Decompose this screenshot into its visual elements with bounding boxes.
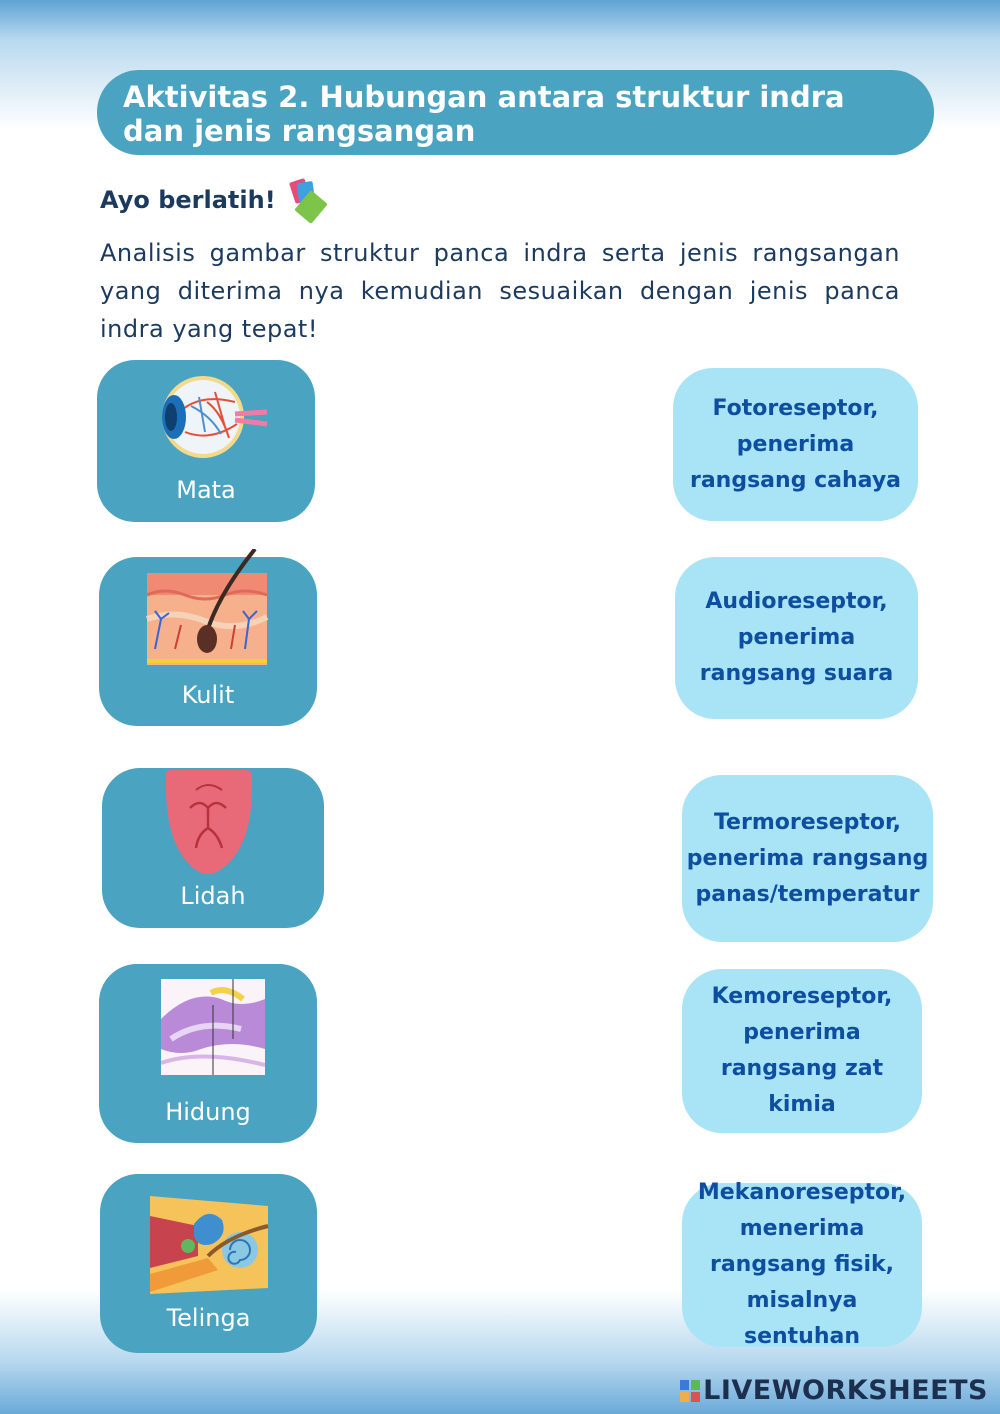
tongue-icon <box>160 768 258 876</box>
sense-label: Hidung <box>165 1098 251 1126</box>
eye-icon <box>155 372 273 462</box>
receptor-line: Audioreseptor, <box>705 589 888 614</box>
receptor-card-foto[interactable] <box>673 368 918 521</box>
sense-label: Kulit <box>181 681 235 709</box>
receptor-line: penerima <box>737 625 856 650</box>
receptor-line: penerima <box>743 1020 861 1045</box>
sense-card-mata[interactable] <box>97 360 315 522</box>
subheading: Ayo berlatih! <box>100 186 276 214</box>
ear-icon <box>148 1196 270 1294</box>
receptor-line: penerima rangsang <box>686 845 929 871</box>
sense-card-kulit[interactable] <box>99 557 317 726</box>
liveworksheets-logo <box>680 1375 988 1406</box>
receptor-line: penerima <box>736 431 855 457</box>
brand-name: LIVEWORKSHEETS <box>703 1375 988 1406</box>
receptor-card-kemo[interactable] <box>682 969 922 1133</box>
receptor-line: rangsang fisik, <box>709 1252 895 1277</box>
sense-label: Telinga <box>166 1304 251 1332</box>
receptor-line: menerima <box>739 1216 865 1241</box>
receptor-card-termo[interactable] <box>682 775 933 942</box>
receptor-card-mekano[interactable] <box>682 1180 922 1349</box>
receptor-line: Mekanoreseptor, <box>697 1180 907 1205</box>
instructions-text: Analisis gambar struktur panca indra serta jenis rangsangan yang diterima nya kemudian sesuaikan dengan jenis panca indra yang tepat! <box>100 239 900 343</box>
receptor-line: misalnya sentuhan <box>743 1288 861 1349</box>
receptor-card-audio[interactable] <box>675 557 918 719</box>
receptor-line: rangsang cahaya <box>689 467 902 493</box>
skin-icon <box>145 549 269 675</box>
sense-card-lidah[interactable] <box>102 768 324 928</box>
sense-card-telinga[interactable] <box>100 1174 317 1353</box>
activity-title: Aktivitas 2. Hubungan antara struktur indra dan jenis rangsangan <box>97 70 934 155</box>
sense-label: Lidah <box>180 882 246 910</box>
sense-label: Mata <box>176 476 236 504</box>
nose-icon <box>161 979 265 1075</box>
receptor-line: rangsang suara <box>699 661 894 686</box>
receptor-line: Termoreseptor, <box>713 809 902 835</box>
liveworksheets-logo-icon <box>680 1380 700 1402</box>
cards-icon <box>286 176 330 228</box>
receptor-line: Fotoreseptor, <box>712 395 879 421</box>
receptor-line: rangsang zat kimia <box>720 1056 884 1117</box>
receptor-line: Kemoreseptor, <box>711 984 893 1009</box>
sense-card-hidung[interactable] <box>99 964 317 1143</box>
receptor-line: panas/temperatur <box>695 881 920 907</box>
